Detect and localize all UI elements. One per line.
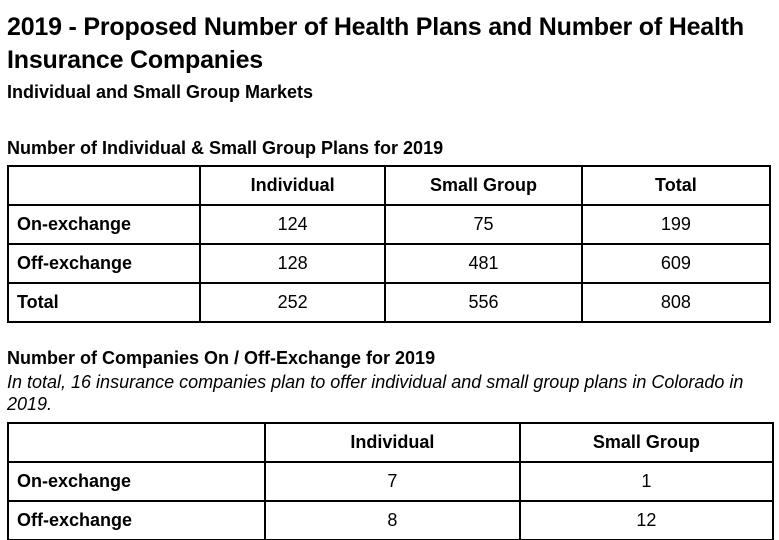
companies-cell-off-small-group: 12 [520,501,773,540]
companies-section-heading: Number of Companies On / Off-Exchange for 2019 [7,348,436,368]
table-row [8,462,773,501]
plans-cell-total-small-group: 556 [385,283,582,322]
companies-section-note: In total, 16 insurance companies plan to offer individual and small group plans in Colorado in 2019. [7,372,744,414]
plans-cell-off-total: 609 [582,244,770,283]
plans-cell-off-individual: 128 [200,244,385,283]
page-title-line-2: Insurance Companies [7,46,264,74]
table-row [8,244,770,283]
plans-cell-on-small-group: 75 [385,205,582,244]
table-row [8,283,770,322]
companies-col-header-individual: Individual [265,423,520,462]
plans-table-header-row [8,166,770,205]
companies-cell-on-small-group: 1 [520,462,773,501]
companies-col-header-small-group: Small Group [520,423,773,462]
plans-cell-total-total: 808 [582,283,770,322]
plans-section-heading: Number of Individual & Small Group Plans for 2019 [7,138,444,158]
companies-table [7,422,774,540]
companies-cell-off-individual: 8 [265,501,520,540]
plans-col-header-small-group: Small Group [385,166,582,205]
plans-col-header-total: Total [582,166,770,205]
page-title-line-1: 2019 - Proposed Number of Health Plans and Number of Health [7,13,744,41]
companies-cell-on-individual: 7 [265,462,520,501]
plans-row-label-total: Total [8,283,200,322]
plans-cell-on-total: 199 [582,205,770,244]
companies-col-header-blank [8,423,265,462]
plans-table [7,165,771,323]
page-subtitle: Individual and Small Group Markets [7,82,314,102]
table-row [8,501,773,540]
page-title [7,11,772,77]
companies-table-header-row [8,423,773,462]
companies-row-label-off-exchange: Off-exchange [8,501,265,540]
table-row [8,205,770,244]
plans-cell-total-individual: 252 [200,283,385,322]
companies-row-label-on-exchange: On-exchange [8,462,265,501]
plans-col-header-individual: Individual [200,166,385,205]
plans-cell-off-small-group: 481 [385,244,582,283]
plans-row-label-off-exchange: Off-exchange [8,244,200,283]
plans-row-label-on-exchange: On-exchange [8,205,200,244]
plans-cell-on-individual: 124 [200,205,385,244]
plans-col-header-blank [8,166,200,205]
